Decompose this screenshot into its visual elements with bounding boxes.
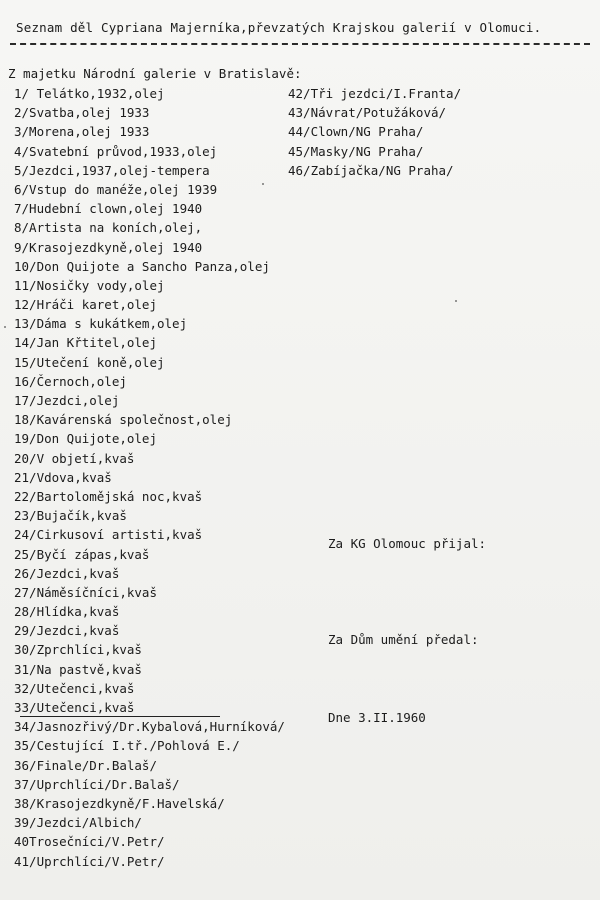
list-item: 36/Finale/Dr.Balaš/ (14, 757, 157, 773)
list-item: 19/Don Quijote,olej (14, 431, 157, 447)
list-item: 41/Uprchlíci/V.Petr/ (14, 853, 165, 869)
list-item: 25/Byčí zápas,kvaš (14, 546, 150, 562)
list-item: 14/Jan Křtitel,olej (14, 335, 157, 351)
artwork-list-left (14, 84, 285, 871)
received-by-label: Za KG Olomouc přijal: (328, 536, 487, 551)
list-item: 24/Cirkusoví artisti,kvaš (14, 527, 203, 543)
list-item: 5/Jezdci,1937,olej-tempera (14, 162, 210, 178)
paper-speck (262, 183, 264, 185)
list-item-underlined: 33/Utečenci,kvaš (14, 698, 285, 717)
list-item: 42/Tři jezdci/I.Franta/ (288, 86, 462, 101)
list-item: 9/Krasojezdkyně,olej 1940 (14, 239, 203, 255)
list-item: 39/Jezdci/Albich/ (14, 815, 142, 831)
paper-speck (455, 300, 457, 302)
list-item: 35/Cestující I.tř./Pohlová E./ (14, 738, 240, 754)
list-item: 26/Jezdci,kvaš (14, 565, 120, 581)
list-item: 3/Morena,olej 1933 (14, 124, 150, 140)
list-item: 38/Krasojezdkyně/F.Havelská/ (14, 795, 225, 811)
list-item: 16/Černoch,olej (14, 373, 127, 389)
list-item: 37/Uprchlíci/Dr.Balaš/ (14, 776, 180, 792)
list-item: 6/Vstup do manéže,olej 1939 (14, 181, 218, 197)
artwork-list-right (288, 84, 461, 180)
dashed-separator (10, 43, 590, 45)
list-item: 32/Utečenci,kvaš (14, 680, 135, 696)
list-item: 22/Bartolomějská noc,kvaš (14, 488, 203, 504)
list-item: 21/Vdova,kvaš (14, 469, 112, 485)
list-item: 31/Na pastvě,kvaš (14, 661, 142, 677)
list-item: 18/Kavárenská společnost,olej (14, 412, 233, 428)
list-item: 11/Nosičky vody,olej (14, 277, 165, 293)
list-item: 23/Bujačík,kvaš (14, 508, 127, 524)
paper-speck (4, 326, 6, 328)
document-title: Seznam děl Cypriana Majerníka,převzatých Krajskou galerií v Olomuci. (16, 20, 542, 35)
list-item: 2/Svatba,olej 1933 (14, 105, 150, 121)
list-item: 12/Hráči karet,olej (14, 297, 157, 313)
list-item: 45/Masky/NG Praha/ (288, 143, 424, 159)
handed-over-label: Za Dům umění předal: (328, 632, 479, 647)
list-item: 15/Utečení koně,olej (14, 354, 165, 370)
list-item: 34/Jasnozřivý/Dr.Kybalová,Hurníková/ (14, 719, 285, 735)
list-item: 43/Návrat/Potužáková/ (288, 105, 447, 121)
list-item: 30/Zprchlíci,kvaš (14, 642, 142, 658)
list-item: 1/ Telátko,1932,olej (14, 86, 165, 101)
list-item: 28/Hlídka,kvaš (14, 604, 120, 620)
list-item: 20/V objetí,kvaš (14, 450, 135, 466)
list-item: 44/Clown/NG Praha/ (288, 124, 424, 140)
list-item: 8/Artista na koních,olej, (14, 220, 203, 236)
document-date: Dne 3.II.1960 (328, 710, 426, 725)
list-item: 17/Jezdci,olej (14, 393, 120, 408)
list-item: 27/Náměsíčníci,kvaš (14, 584, 157, 600)
collection-heading: Z majetku Národní galerie v Bratislavě: (8, 66, 302, 81)
list-item: 29/Jezdci,kvaš (14, 623, 120, 639)
list-item: 13/Dáma s kukátkem,olej (14, 316, 188, 332)
list-item: 46/Zabíjačka/NG Praha/ (288, 162, 454, 178)
list-item: 4/Svatební průvod,1933,olej (14, 143, 218, 159)
list-item: 10/Don Quijote a Sancho Panza,olej (14, 258, 270, 274)
list-item: 40Trosečníci/V.Petr/ (14, 834, 165, 850)
list-item: 7/Hudební clown,olej 1940 (14, 201, 203, 217)
